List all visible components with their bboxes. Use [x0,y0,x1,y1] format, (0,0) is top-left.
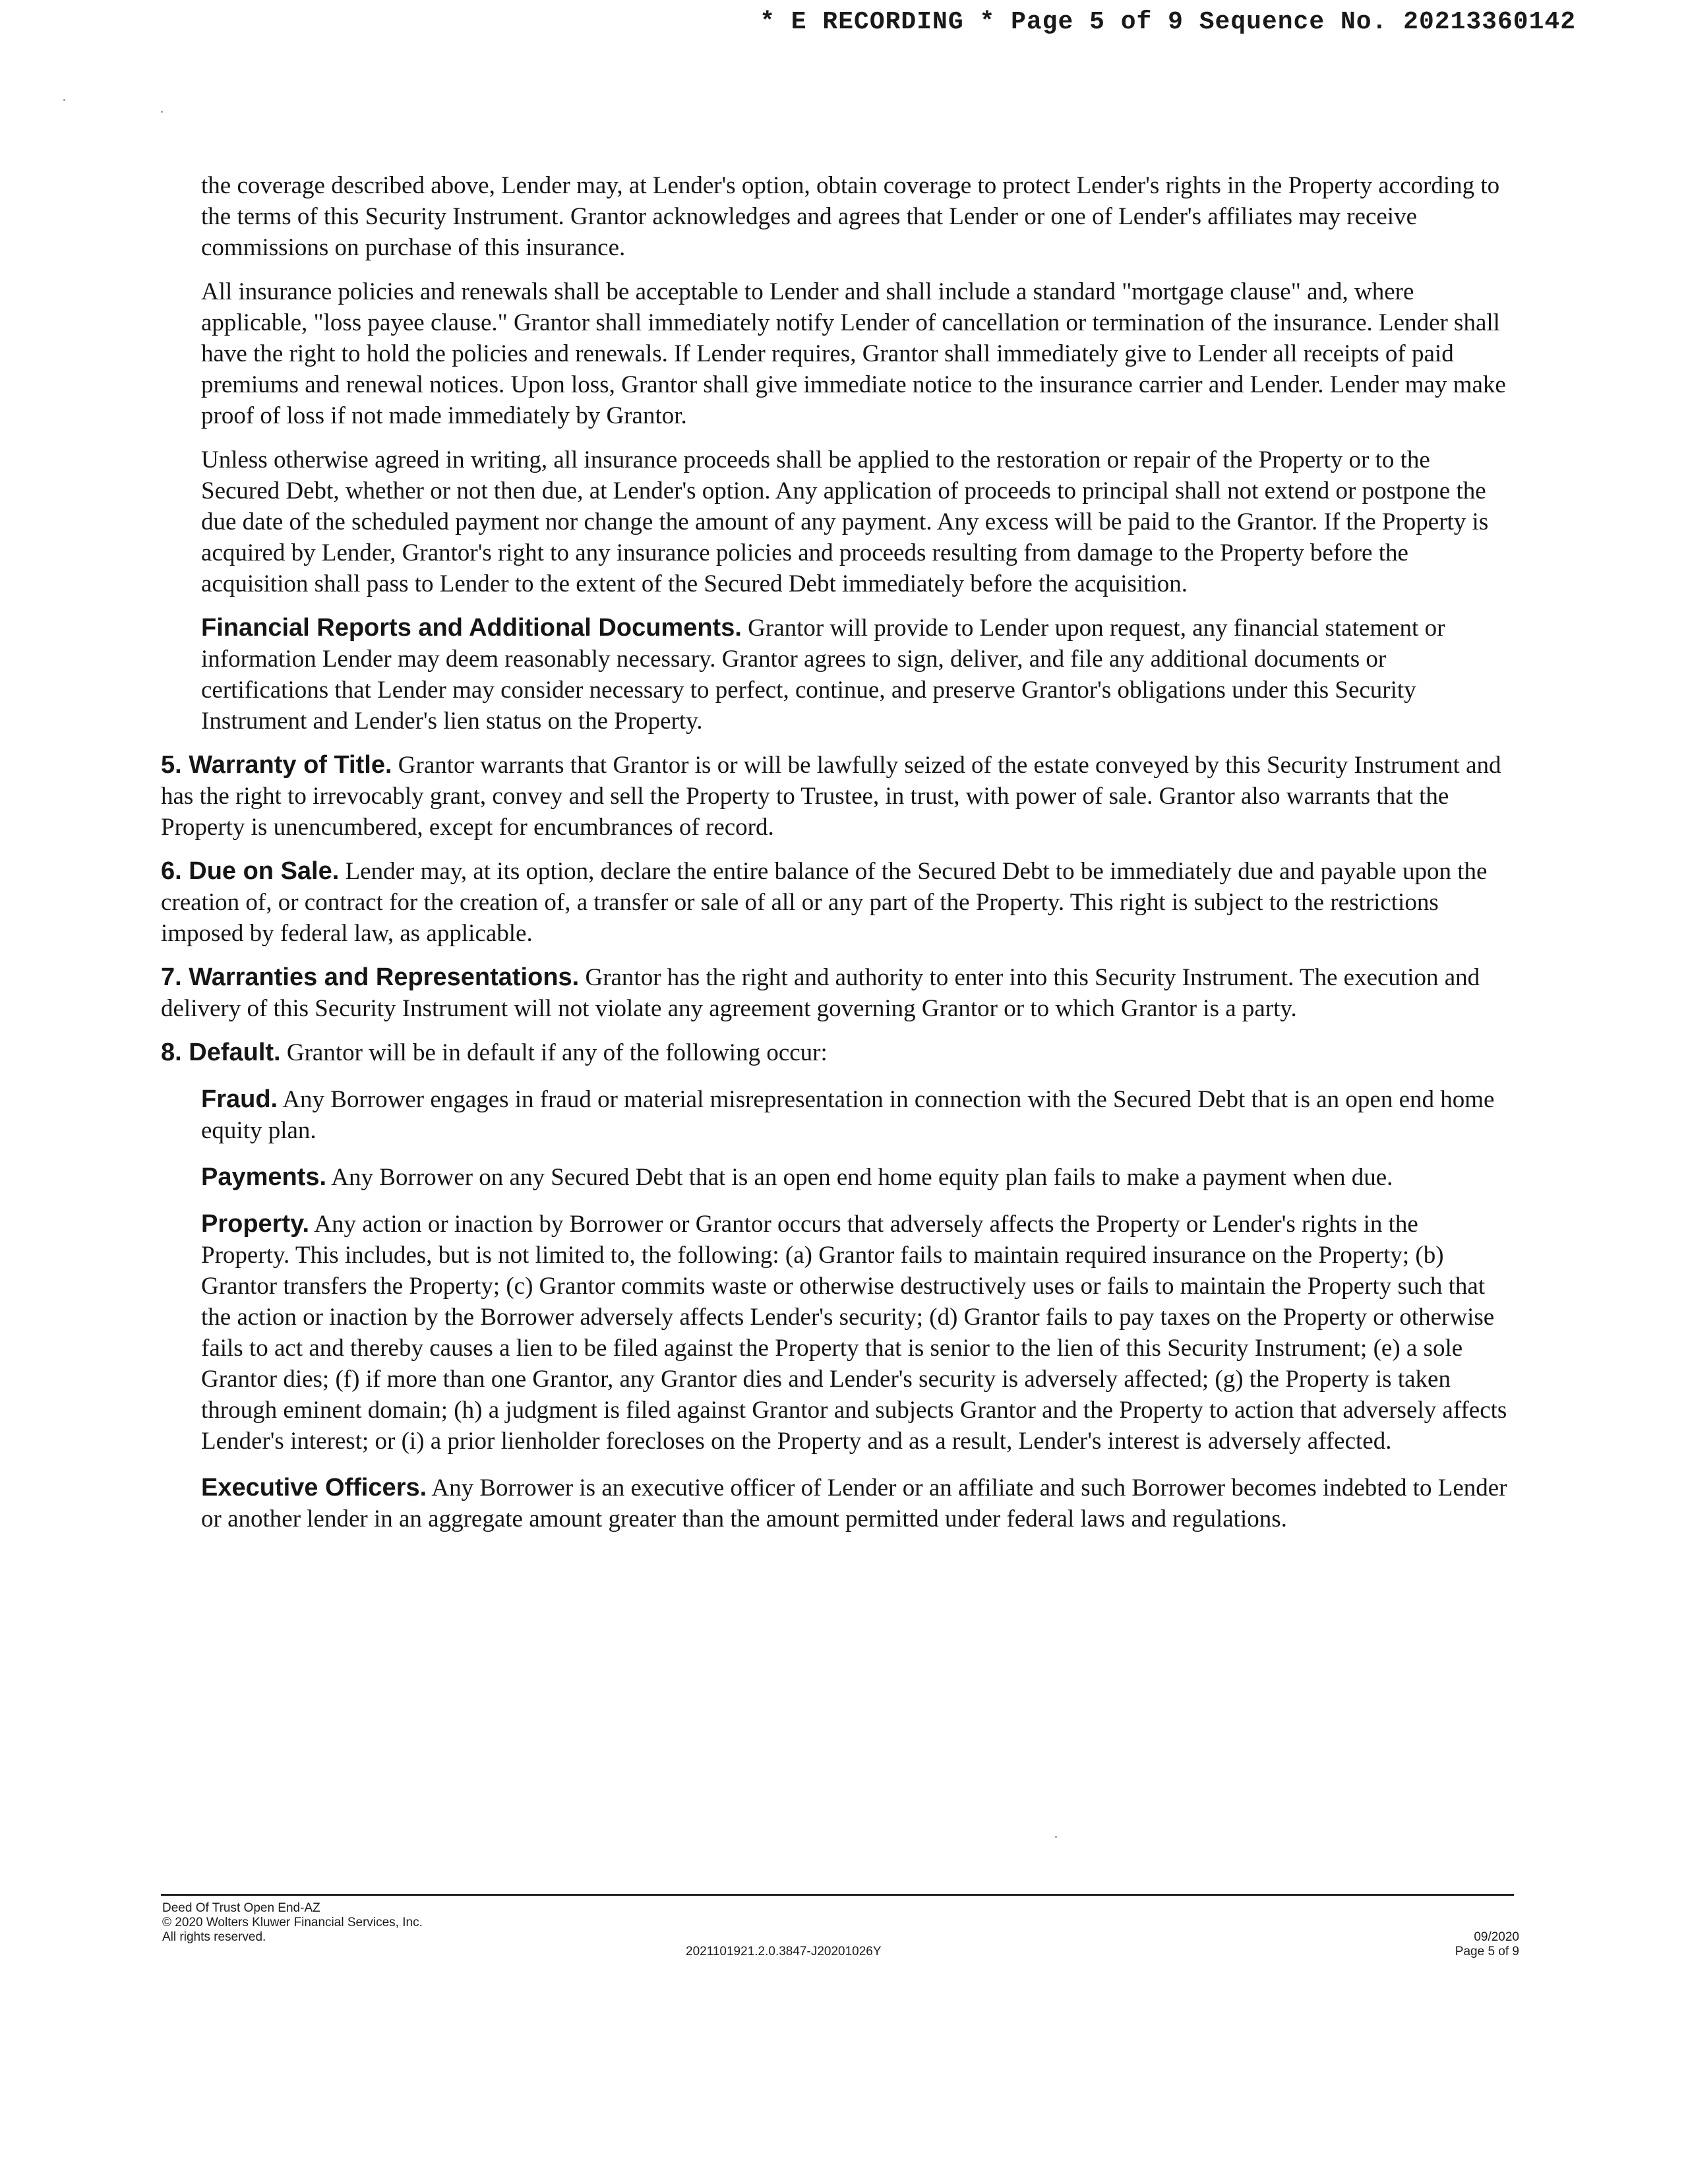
scan-speck [161,111,163,113]
payments-heading: Payments. [201,1163,327,1191]
financial-reports-paragraph [201,613,1510,737]
executive-officers-paragraph [201,1472,1510,1534]
section-6-heading: 6. Due on Sale. [161,857,340,885]
section-6-body: Lender may, at its option, declare the entire balance of the Secured Debt to be immediately due and payable upon the creation of, or contract for the creation of, a transfer or sale of all or any part of the Property. This right is subject to the restrictions imposed by federal law, as applicable. [161,858,1488,947]
section-7-heading: 7. Warranties and Representations. [161,963,580,991]
fraud-heading: Fraud. [201,1085,278,1113]
property-heading: Property. [201,1210,310,1238]
footer-rights: All rights reserved. [162,1930,266,1944]
section-8-paragraph [161,1037,1510,1068]
payments-body: Any Borrower on any Secured Debt that is an open end home equity plan fails to make a payment when due. [326,1164,1393,1191]
scan-speck [1055,1836,1057,1838]
recording-header: * E RECORDING * Page 5 of 9 Sequence No. 20213360142 [760,8,1576,36]
fraud-paragraph [201,1084,1510,1146]
footer-divider [161,1894,1514,1896]
scan-speck [63,99,65,101]
footer-page-info [1455,1930,1519,1959]
footer-form-info [162,1901,423,1945]
section-5-paragraph [161,750,1510,843]
section-5-heading: 5. Warranty of Title. [161,751,392,779]
section-6-paragraph [161,856,1510,949]
property-paragraph [201,1209,1510,1457]
footer-form-title: Deed Of Trust Open End-AZ [162,1901,320,1915]
section-5-body: Grantor warrants that Grantor is or will be lawfully seized of the estate conveyed by this Security Instrument and has the right to irrevocably grant, convey and sell the Property to Trustee, in trust, with power of sale. Grantor also warrants that the Property is unencumbered, except for encumbrances of record. [161,752,1501,841]
property-body: Any action or inaction by Borrower or Grantor occurs that adversely affects the Property or Lender's rights in the Property. This includes, but is not limited to, the following: (a) Grantor fails to maintain required insurance on the Property; (b) Grantor transfers the Property; (c) Grantor commits waste or otherwise destructively uses or fails to maintain the Property such that the action or inaction by the Borrower adversely affects Lender's security; (d) Grantor fails to pay taxes on the Property or otherwise fails to act and thereby causes a lien to be filed against the Property that is senior to the lien of this Security Instrument; (e) a sole Grantor dies; (f) if more than one Grantor, any Grantor dies and Lender's security is adversely affected; (g) the Property is taken through eminent domain; (h) a judgment is filed against Grantor and subjects Grantor and the Property to action that adversely affects Lender's interest; or (i) a prior lienholder forecloses on the Property and as a result, Lender's interest is adversely affected. [201,1211,1507,1455]
section-7-paragraph [161,962,1510,1024]
payments-paragraph [201,1162,1510,1193]
fraud-body: Any Borrower engages in fraud or material misrepresentation in connection with the Secured Debt that is an open end home equity plan. [201,1086,1495,1144]
section-7-body: Grantor has the right and authority to enter into this Security Instrument. The execution and delivery of this Security Instrument will not violate any agreement governing Grantor or to which Grantor is a party. [161,964,1480,1022]
footer-copyright: © 2020 Wolters Kluwer Financial Services, Inc. [162,1916,423,1929]
document-body [161,170,1510,1534]
section-8-heading: 8. Default. [161,1039,281,1066]
insurance-policies-paragraph: All insurance policies and renewals shall be acceptable to Lender and shall include a standard "mortgage clause" and, where applicable, "loss payee clause." Grantor shall immediately notify Lender of cancellation or termination of the insurance. Lender shall have the right to hold the policies and renewals. If Lender requires, Grantor shall immediately give to Lender all receipts of paid premiums and renewal notices. Upon loss, Grantor shall give immediate notice to the insurance carrier and Lender. Lender may make proof of loss if not made immediately by Grantor. [201,278,1506,429]
executive-officers-body: Any Borrower is an executive officer of Lender or an affiliate and such Borrower becomes indebted to Lender or another lender in an aggregate amount greater than the amount permitted under federal laws and regulations. [201,1474,1507,1532]
executive-officers-heading: Executive Officers. [201,1474,427,1502]
section-8-body: Grantor will be in default if any of the following occur: [280,1039,828,1066]
financial-reports-body: Grantor will provide to Lender upon request, any financial statement or information Lender may deem reasonably necessary. Grantor agrees to sign, deliver, and file any additional documents or certifications that Lender may consider necessary to perfect, continue, and preserve Grantor's obligations under this Security Instrument and Lender's lien status on the Property. [201,615,1445,735]
footer-doc-code: 2021101921.2.0.3847-J20201026Y [686,1945,882,1958]
insurance-coverage-paragraph: the coverage described above, Lender may, at Lender's option, obtain coverage to protect Lender's rights in the Property according to the terms of this Security Instrument. Grantor acknowledges and agrees that Lender or one of Lender's affiliates may receive commissions on purchase of this insurance. [201,172,1500,261]
footer-date: 09/2020 [1474,1930,1519,1944]
footer-page-number: Page 5 of 9 [1455,1945,1519,1958]
financial-reports-heading: Financial Reports and Additional Documents. [201,614,742,642]
insurance-proceeds-paragraph: Unless otherwise agreed in writing, all insurance proceeds shall be applied to the restoration or repair of the Property or to the Secured Debt, whether or not then due, at Lender's option. Any application of proceeds to principal shall not extend or postpone the due date of the scheduled payment nor change the amount of any payment. Any excess will be paid to the Grantor. If the Property is acquired by Lender, Grantor's right to any insurance policies and proceeds resulting from damage to the Property before the acquisition shall pass to Lender to the extent of the Secured Debt immediately before the acquisition. [201,446,1489,597]
